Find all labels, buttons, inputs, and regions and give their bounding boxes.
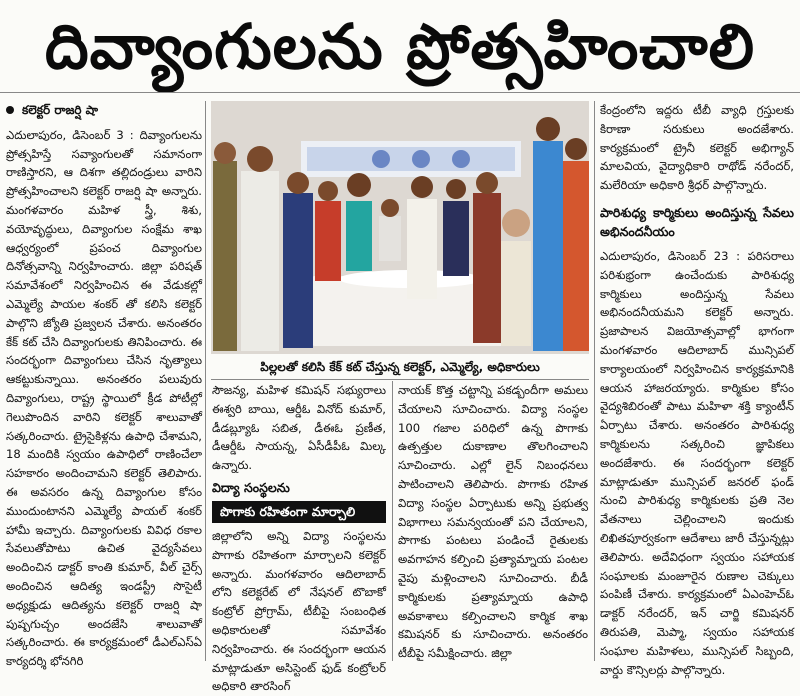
caption-rule	[211, 379, 589, 380]
column-divider	[205, 101, 206, 661]
article-body-1: ఎదులాపురం, డిసెంబర్ 3 : దివ్యాంగులను ప్రోత్సహిస్తే సవ్యాంగులతో సమానంగా రాణిస్తారని, ఆ దిశగా తల్లిదండ్రులు వారిని ప్రోత్సహించాలని కలెక్టర్ రాజర్షి షా అన్నారు. మంగళవారం మహిళ స్త్రీ, శిశు, వయోవృద్ధులు, దివ్యాంగుల సంక్షేమ శాఖ ఆధ్వర్యంలో ప్రపంచ దివ్యాంగుల దినోత్సవాన్ని నిర్వహించారు. జిల్లా పరిషత్ సమావేశంలో నిర్వహించిన ఈ వేడుకల్లో ఎమ్మెల్యే పాయల శంకర్ తో కలిసి కలెక్టర్ పాల్గొని జ్యోతి ప్రజ్వలన చేశారు. అనంతరం కేక్ కట్ చేసి దివ్యాంగులకు తినిపించారు. ఈ సందర్భంగా దివ్యాంగులు చేసిన నృత్యాలు ఆకట్టుకున్నాయి. అనంతరం పలువురు దివ్యాంగులు, రాష్ట్ర స్థాయిలో క్రీడ పోటీల్లో గెలుపొందిన వారిని కలెక్టర్ శాలువాతో సత్కరించారు. ట్రైసైకిళ్లను ఉపాధి చేశామని, 18 మందికి స్వయం ఉపాధిలో రాణించేలా సహకారం అందించామని కలెక్టర్ తెలిపారు. ఈ అవసరం ఉన్న దివ్యాంగుల కోసం ముందుంటానని ఎమ్మెల్యే పాయల్ శంకర్ హామీ ఇచ్చారు. దివ్యాంగులకు వివిధ రకాల సేవలుతోపాటు ఉచిత వైద్యసేవలు అందించిన డాక్టర్ కాంతి కుమార్, వీల్ చైర్స్ అందించిన ఆదిత్య ఇండస్ట్రీ సొసైటీ అధ్యక్షుడు ఆదిత్యను కలెక్టర్ రాజర్షి షా పుష్పగుచ్చం అందజేసి శాలువాతో సత్కరించారు. ఈ కార్యక్రమంలో డీఎల్ఎస్ఏ కార్యదర్శి భోనగిరి	[6, 127, 202, 669]
article-body-2: జిల్లాలోని అన్ని విద్యా సంస్థలను పొగాకు రహితంగా మార్చాలని కలెక్టర్ అన్నారు. మంగళవారం ఆదిలాబాద్ లోని కలెక్టరేట్ లో నేషనల్ టొబాకో కంట్రోల్ ప్రోగ్రామ్, టీబీపై సంబంధిత అధికారులతో సమావేశం నిర్వహించారు. ఈ సందర్భంగా ఆయన మాట్లాడుతూ అసిస్టెంట్ ఫుడ్ కంట్రోలర్ అధికారి తారసింగ్	[212, 528, 386, 694]
headline: దివ్యాంగులను ప్రోత్సహించాలి	[44, 10, 756, 83]
column-2	[212, 381, 386, 694]
article-body-1-continued: సౌజన్య, మహిళ కమిషన్ సభ్యురాలు ఈశ్వరి బాయి, ఆర్డీఓ వినోద్ కుమార్, డీడబ్ల్యూఓ సబిత, డీఈఓ ప్రణీత, డీఆర్డీఓ సాయన్న, ఏసీడీపీఓ మిల్క ఉన్నారు.	[212, 383, 386, 473]
photo-caption: పిల్లలతో కలిసి కేక్ కట్ చేస్తున్న కలెక్టర్, ఎమ్మెల్యే, అధికారులు	[260, 360, 540, 374]
column-divider	[594, 101, 595, 661]
event-photo-illustration	[211, 101, 589, 354]
article-body-2-continued: నాయక్ కొత్త చట్టాన్ని పకడ్బందీగా అమలు చేయాలని సూచించారు. విద్యా సంస్థల 100 గజాల పరిధిలో ఉన్న పొగాకు ఉత్పత్తుల దుకాణాల తొలగించాలని సూచించారు. ఎల్లో లైన్ నిబంధనలు పాటించాలని తెలిపారు. పొగాకు రహిత విద్యా సంస్థల ఏర్పాటుకు అన్ని ప్రభుత్వ విభాగాలు సమన్వయంతో పని చేయాలని, పొగాకు పంటలు పండించే రైతులకు అవగాహన కల్పించి ప్రత్యామ్నాయ పంటల వైపు మళ్లించాలని సూచించారు. బీడీ కార్మికులకు ప్రత్యామ్నాయ ఉపాధి అవకాశాలు కల్పించాలని కార్మిక శాఖ కమిషనర్ కు సూచించారు. అనంతరం టీబీపై సమీక్షించారు. జిల్లా	[398, 383, 588, 661]
article-body-3: ఎదులాపురం, డిసెంబర్ 23 : పరిసరాలు పరిశుభ్రంగా ఉంచేందుకు పారిశుధ్య కార్మికులు అందిస్తున్న సేవలు అభినందనీయమని కలెక్టర్ అన్నారు. ప్రజాపాలన విజయోత్సవాల్లో భాగంగా మంగళవారం ఆదిలాబాద్ మున్సిపల్ కార్యాలయంలో నిర్వహించిన కార్యక్రమానికి ఆయన హాజరయ్యారు. కార్మికుల కోసం వైద్యశిబిరంతో పాటు మహిళా శక్తి క్యాంటీన్ ఏర్పాటు చేశారు. అనంతరం పారిశుధ్య కార్మికులను సత్కరించి జ్ఞాపికలు అందజేశారు. ఈ సందర్భంగా కలెక్టర్ మాట్లాడుతూ మున్సిపల్ జనరల్ ఫండ్ నుంచి పారిశుధ్య కార్మికులకు ప్రతి నెల వేతనాలు చెల్లించాలని ఇందుకు లిఖితపూర్వకంగా ఆదేశాలు జారీ చేస్తున్నట్లు తెలిపారు. అదేవిధంగా స్వయం సహాయక సంఘాలకు మంజూరైన రుణాల చెక్కులు పంపిణీ చేశారు. కార్యక్రమంలో ఏఎంహెచ్ఓ డాక్టర్ నరేందర్, ఇన్ చార్జి కమిషనర్ తిరుపతి, మెప్మా, స్వయం సహాయక సంఘాల మహిళలు, మున్సిపల్ సిబ్బంది, వార్డు కౌన్సిలర్లు పాల్గొన్నారు.	[600, 248, 794, 677]
article-3-heading: పారిశుధ్య కార్మికులు అందిస్తున్న సేవలు అభినందనీయం	[600, 204, 794, 239]
headline-rule	[0, 92, 800, 93]
column-4	[600, 101, 794, 677]
byline	[6, 101, 202, 120]
column-1	[6, 101, 202, 669]
event-photo	[211, 101, 589, 354]
byline-text: కలెక్టర్ రాజర్షి షా	[22, 103, 99, 117]
section-heading: పొగాకు రహితంగా మార్చాలి	[212, 501, 386, 523]
article-body-2-end: కేంద్రంలోని ఇద్దరు టీబీ వ్యాధి గ్రస్తులకు కిరాణా సరుకులు అందజేశారు. కార్యక్రమంలో ట్రైనీ కలెక్టర్ అభిగ్యాన్ మాలవియ, వైద్యాధికారి రాథోడ్ నరేందర్, మలేరియా అధికారి శ్రీధర్ పాల్గొన్నారు.	[600, 103, 794, 193]
column-3	[398, 381, 588, 661]
bullet-icon	[6, 106, 14, 114]
section-label: విద్యా సంస్థలను	[212, 479, 290, 495]
column-divider	[392, 381, 393, 661]
